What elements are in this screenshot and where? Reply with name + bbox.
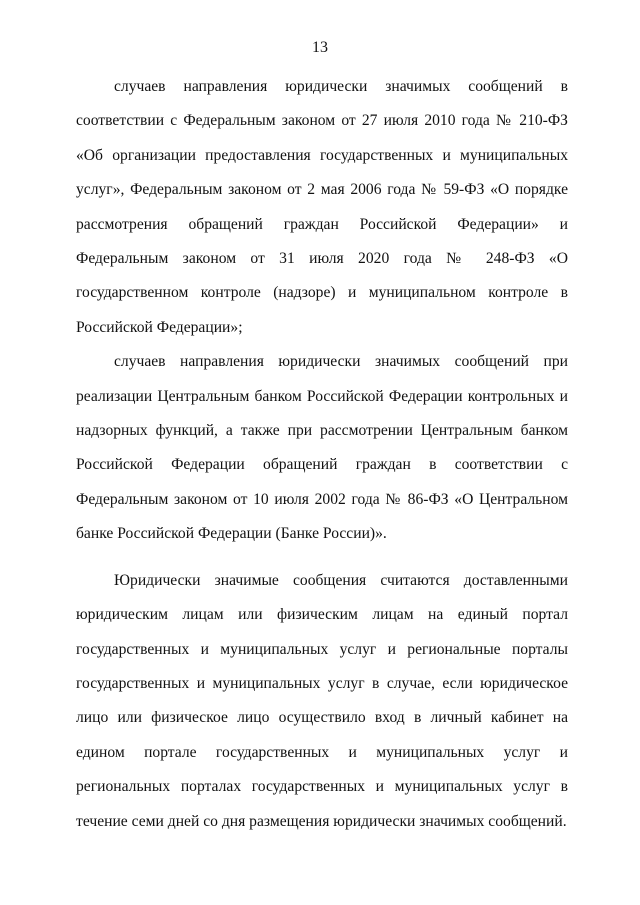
paragraph-central-bank-messages: случаев направления юридически значимых сообщений при реализации Центральным банком Российской Федерации контрольных и надзорных функций, а также при рассмотрении Центральным банком Российской Федерации обращений граждан в соответствии с Федеральным законом от 10 июля 2002 года № 86-ФЗ «О Центральном банке Российской Федерации (Банке России)». bbox=[76, 353, 568, 543]
page-number: 13 bbox=[312, 39, 328, 56]
document-body bbox=[76, 70, 568, 839]
paragraph-delivery-conditions: Юридически значимые сообщения считаются доставленными юридическим лицам или физическим лицам на единый портал государственных и муниципальных услуг и региональные порталы государственных и муниципальных услуг в случае, если юридическое лицо или физическое лицо осуществило вход в личный кабинет на едином портале государственных и муниципальных услуг и региональных порталах государственных и муниципальных услуг в течение семи дней со дня размещения юридически значимых сообщений. bbox=[76, 571, 568, 830]
paragraph-federal-laws-messages: случаев направления юридически значимых сообщений в соответствии с Федеральным законом от 27 июля 2010 года № 210-ФЗ «Об организации предоставления государственных и муниципальных услуг», Федеральным законом от 2 мая 2006 года № 59-ФЗ «О порядке рассмотрения обращений граждан Российской Федерации» и Федеральным законом от 31 июля 2020 года № 248-ФЗ «О государственном контроле (надзоре) и муниципальном контроле в Российской Федерации»; bbox=[76, 78, 568, 336]
